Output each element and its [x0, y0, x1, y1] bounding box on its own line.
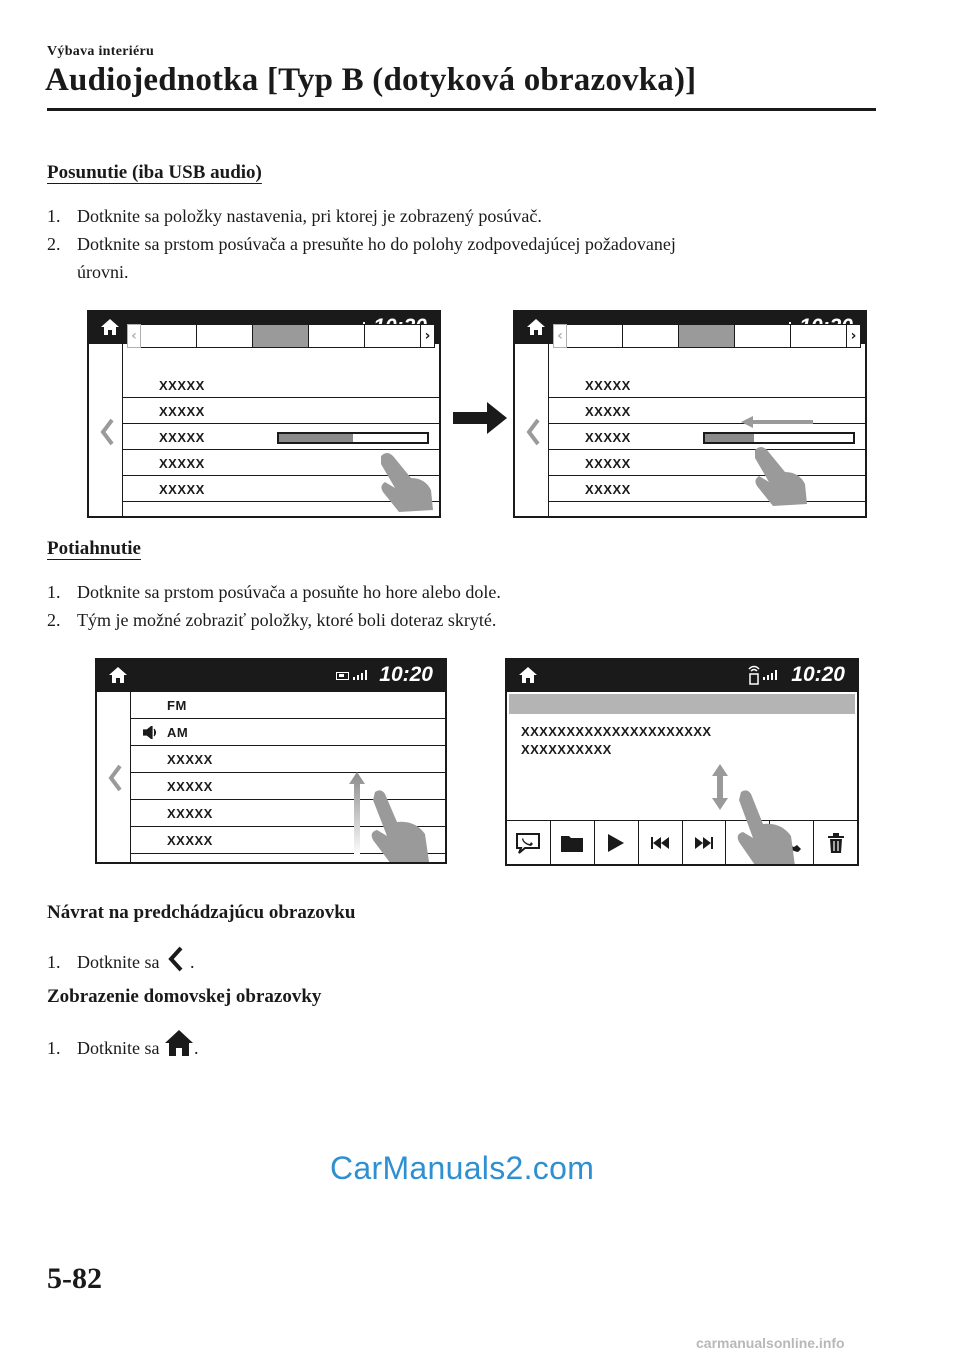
scroll-step-2: 2. Dotknite sa prstom posúvača a presuňte ho do polohy zodpovedajúcej požadovanej úrovni.: [47, 234, 676, 282]
play-button[interactable]: [595, 821, 639, 864]
finger-icon: [369, 788, 431, 864]
trash-icon: [828, 833, 844, 853]
back-icon[interactable]: [108, 764, 122, 792]
list-item[interactable]: XXXXX: [549, 424, 865, 450]
list-item[interactable]: XXXXX: [123, 450, 439, 476]
slider-fill: [705, 434, 754, 442]
tab[interactable]: [791, 324, 847, 348]
drag-arrow-left-icon: [741, 416, 813, 428]
list-item-am[interactable]: AM: [131, 719, 445, 746]
home-icon[interactable]: [99, 317, 121, 337]
drag-arrow-up-icon: [349, 772, 365, 856]
tab[interactable]: [309, 324, 365, 348]
page-title: Audiojednotka [Typ B (dotyková obrazovka)]: [45, 62, 697, 98]
signal-icon: [763, 670, 779, 680]
list-item[interactable]: XXXXX: [131, 746, 445, 773]
tab-active[interactable]: [253, 324, 309, 348]
slider[interactable]: [703, 432, 855, 444]
back-icon[interactable]: [526, 418, 540, 446]
play-icon: [608, 834, 624, 852]
drag-step-2: 2. Tým je možné zobraziť položky, ktoré boli doteraz skryté.: [47, 610, 497, 630]
drag-heading: Potiahnutie: [47, 538, 141, 559]
tab-next[interactable]: ›: [847, 324, 861, 348]
page-number: 5-82: [47, 1262, 102, 1295]
home-icon[interactable]: [107, 665, 129, 685]
site-watermark: carmanualsonline.info: [696, 1335, 845, 1351]
folder-icon: [561, 834, 583, 852]
back-icon: [164, 944, 190, 974]
list-item[interactable]: XXXXX: [123, 372, 439, 398]
scroll-heading: Posunutie (iba USB audio): [47, 162, 262, 183]
folder-button[interactable]: [551, 821, 595, 864]
finger-icon: [751, 444, 811, 508]
list-item[interactable]: XXXXX: [131, 800, 445, 827]
list-item[interactable]: XXXXX: [549, 398, 865, 424]
tab[interactable]: [567, 324, 623, 348]
status-bar: [507, 660, 857, 692]
arrow-right-icon: [453, 402, 508, 434]
side-panel: [89, 344, 123, 516]
clock: 10:20: [379, 663, 433, 686]
home-icon: [164, 1028, 194, 1058]
list-item[interactable]: XXXXX: [131, 827, 445, 854]
drag-arrow-updown-icon: [712, 764, 728, 810]
header-bar: [509, 694, 855, 714]
side-panel: [97, 692, 131, 862]
screen-message: [505, 658, 859, 866]
home-icon[interactable]: [517, 665, 539, 685]
tab-prev[interactable]: ‹: [127, 324, 141, 348]
scroll-step-1: 1. Dotknite sa položky nastavenia, pri ktorej je zobrazený posúvač.: [47, 206, 542, 226]
button-bar: [507, 820, 857, 864]
skip-forward-icon: [695, 837, 713, 849]
home-heading: Zobrazenie domovskej obrazovky: [47, 986, 322, 1007]
back-heading: Návrat na predchádzajúcu obrazovku: [47, 902, 356, 923]
speaker-icon: [143, 726, 159, 739]
previous-button[interactable]: [639, 821, 683, 864]
tab[interactable]: [197, 324, 253, 348]
list-item[interactable]: XXXXX: [549, 372, 865, 398]
slider[interactable]: [277, 432, 429, 444]
section-label: Výbava interiéru: [47, 44, 155, 59]
watermark: CarManuals2.com: [330, 1150, 595, 1186]
tab-next[interactable]: ›: [421, 324, 435, 348]
skip-back-icon: [651, 837, 669, 849]
phone-signal-icon: [747, 664, 761, 686]
reply-icon: [515, 832, 541, 854]
tab-strip: [553, 324, 861, 348]
screen-list-drag: [95, 658, 447, 864]
screen-slider-after: [513, 310, 867, 518]
delete-button[interactable]: [814, 821, 857, 864]
reply-button[interactable]: [507, 821, 551, 864]
list-item[interactable]: XXXXX: [549, 450, 865, 476]
screen-slider-before: [87, 310, 441, 518]
tab[interactable]: [623, 324, 679, 348]
tab-active[interactable]: [679, 324, 735, 348]
tab-strip: [127, 324, 435, 348]
tab[interactable]: [141, 324, 197, 348]
side-panel: [515, 344, 549, 516]
list-item[interactable]: XXXXX: [123, 398, 439, 424]
back-step-1: 1. Dotknite sa .: [47, 944, 195, 976]
tab[interactable]: [365, 324, 421, 348]
message-line-2: XXXXXXXXXX: [521, 742, 612, 757]
next-button[interactable]: [683, 821, 727, 864]
signal-icon: [353, 670, 369, 680]
clock: 10:20: [791, 663, 845, 686]
back-icon[interactable]: [100, 418, 114, 446]
home-step-1: 1. Dotknite sa .: [47, 1028, 199, 1062]
finger-icon: [377, 450, 437, 514]
status-bar: [97, 660, 445, 692]
slider-fill: [279, 434, 353, 442]
finger-icon: [735, 788, 797, 866]
drag-step-1: 1. Dotknite sa prstom posúvača a posuňte ho hore alebo dole.: [47, 582, 501, 602]
home-icon[interactable]: [525, 317, 547, 337]
battery-icon: [336, 672, 349, 680]
tab[interactable]: [735, 324, 791, 348]
list-item[interactable]: XXXXX: [123, 476, 439, 502]
tab-prev[interactable]: ‹: [553, 324, 567, 348]
title-rule: [47, 108, 876, 111]
list-item-fm[interactable]: FM: [131, 692, 445, 719]
list-item[interactable]: XXXXX: [131, 773, 445, 800]
list-item[interactable]: XXXXX: [123, 424, 439, 450]
list-item[interactable]: XXXXX: [549, 476, 865, 502]
message-line-1: XXXXXXXXXXXXXXXXXXXXX: [521, 724, 712, 739]
